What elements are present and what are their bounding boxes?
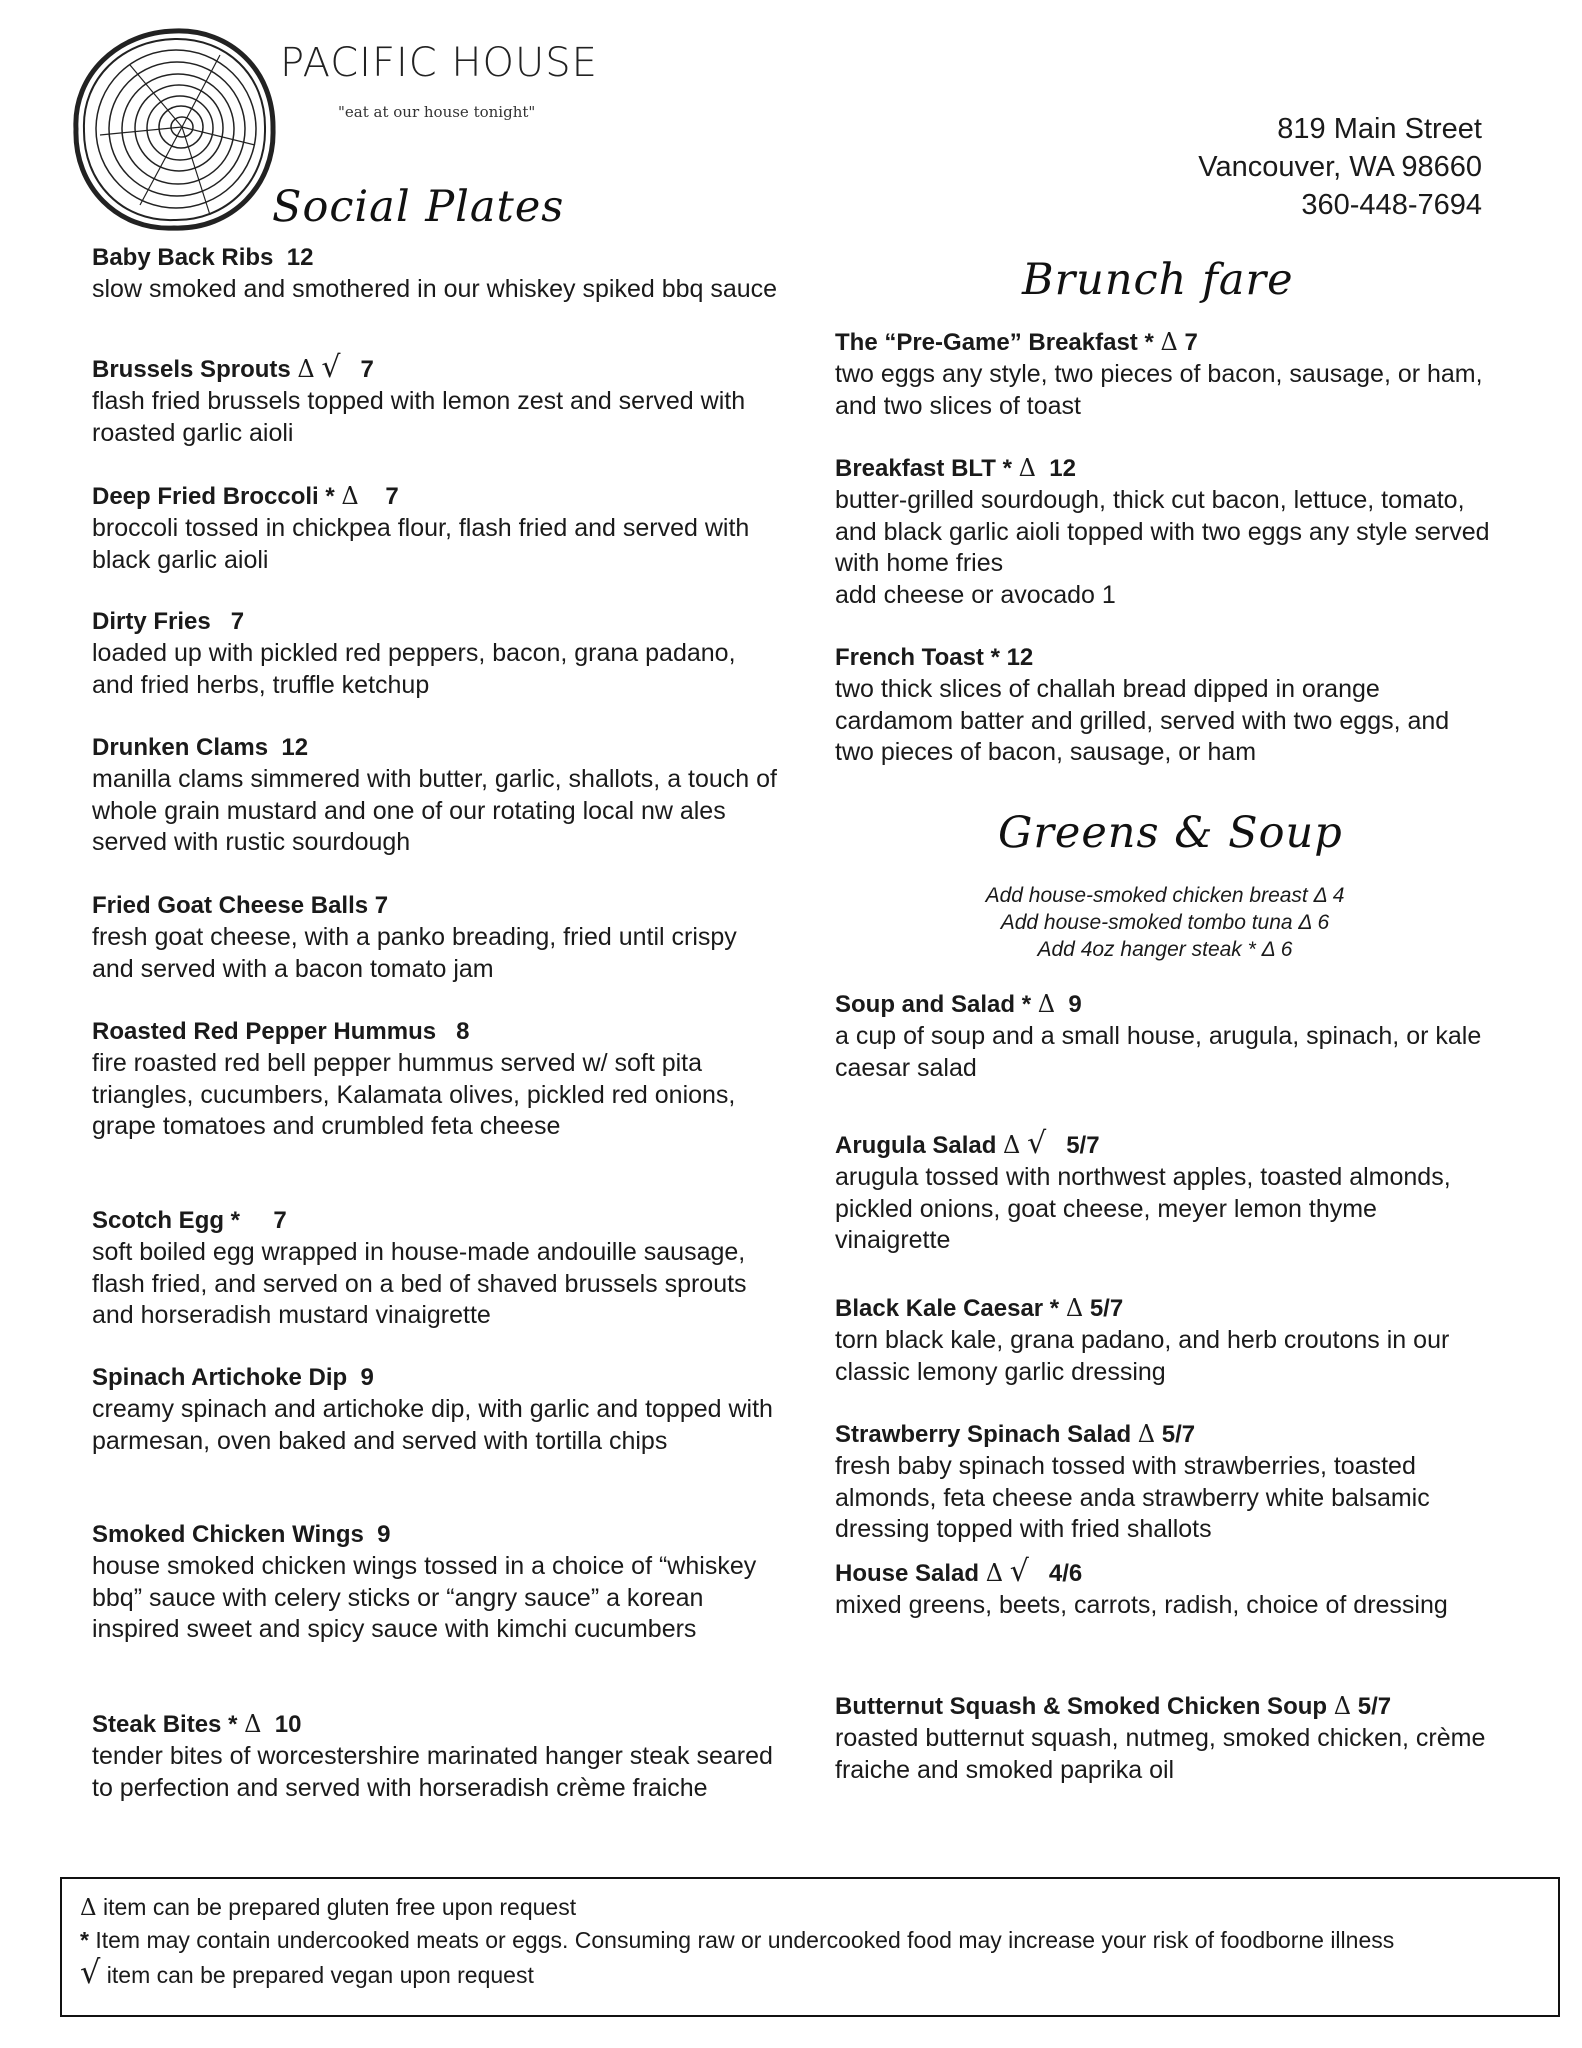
menu-item [92,480,782,576]
item-name: Drunken Clams 12 [92,734,309,761]
item-price: 7 [1177,329,1198,356]
item-desc: loaded up with pickled red peppers, bacon, grana padano, and fried herbs, truffle ketchup [92,639,736,699]
item-desc: soft boiled egg wrapped in house-made andouille sausage, flash fried, and served on a bed of shaved brussels sprouts and horseradish mustard vinaigrette [92,1238,747,1329]
menu-item [835,642,1495,769]
item-desc: two eggs any style, two pieces of bacon, sausage, or ham, and two slices of toast [835,360,1483,420]
gluten-free-icon: Δ [985,1559,1004,1587]
item-desc: broccoli tossed in chickpea flour, flash fried and served with black garlic aioli [92,514,750,574]
gluten-free-icon: Δ [1003,1131,1021,1159]
vegan-icon: √ [1027,1126,1047,1161]
addon-line: Add house-smoked chicken breast Δ 4 [985,884,1345,907]
item-name: Steak Bites * [92,1711,245,1738]
item-price: 5/7 [1046,1132,1100,1159]
menu-item [92,1205,782,1332]
gluten-free-icon: Δ [1160,328,1178,356]
addon-line: Add house-smoked tombo tuna Δ 6 [1000,911,1330,934]
vegan-icon: √ [1009,1554,1029,1589]
address-street: 819 Main Street [1277,113,1482,145]
item-name: House Salad [835,1560,986,1587]
item-price: 10 [261,1711,302,1738]
menu-item [835,988,1495,1084]
menu-item [92,352,782,449]
menu-item [92,1016,782,1143]
menu-item [835,1128,1495,1257]
item-price: 4/6 [1028,1560,1083,1587]
gluten-free-icon: Δ [341,482,359,510]
item-price: 7 [358,483,399,510]
item-name: Butternut Squash & Smoked Chicken Soup [835,1693,1334,1720]
legend-gluten-free [80,1891,1540,1924]
address-block [1198,110,1482,224]
item-desc: butter-grilled sourdough, thick cut bacon, lettuce, tomato, and black garlic aioli topped with two eggs any style served with home fries [835,486,1490,577]
menu-item [835,1556,1495,1622]
legend-text: item can be prepared gluten free upon request [96,1894,577,1920]
item-price: 7 [340,356,374,383]
gluten-free-icon: Δ [1037,990,1056,1018]
menu-item [835,326,1495,422]
address-phone: 360-448-7694 [1301,189,1482,221]
item-desc: roasted butternut squash, nutmeg, smoked chicken, crème fraiche and smoked paprika oil [835,1724,1486,1784]
item-name: Arugula Salad [835,1132,1004,1159]
item-name: Fried Goat Cheese Balls 7 [92,892,389,919]
addon-line: Add 4oz hanger steak * Δ 6 [1037,938,1293,961]
gluten-free-icon: Δ [1065,1294,1084,1322]
asterisk-icon: * [80,1927,89,1953]
item-price: 5/7 [1155,1421,1196,1448]
brand-tagline: "eat at our house tonight" [338,103,536,121]
section-heading-greens: Greens & Soup [998,808,1343,858]
item-extra: add cheese or avocado 1 [835,580,1116,609]
gluten-free-icon: Δ [244,1710,262,1738]
menu-item [92,606,782,701]
vegan-icon: √ [321,350,341,385]
gluten-free-icon: Δ [1333,1692,1352,1720]
menu-item [835,1292,1495,1388]
item-desc: creamy spinach and artichoke dip, with garlic and topped with parmesan, oven baked and served with tortilla chips [92,1395,773,1455]
menu-item [835,1418,1495,1546]
brand-name: PACIFIC HOUSE [280,40,598,86]
item-price: 9 [1055,991,1082,1018]
gluten-free-icon: Δ [80,1895,97,1921]
item-name: Deep Fried Broccoli * [92,483,342,510]
menu-item [92,1362,782,1457]
greens-addons [835,882,1495,963]
item-name: French Toast * 12 [835,644,1034,671]
item-desc: flash fried brussels topped with lemon zest and served with roasted garlic aioli [92,387,746,447]
item-desc: torn black kale, grana padano, and herb croutons in our classic lemony garlic dressing [835,1326,1450,1386]
section-heading-social: Social Plates [272,182,565,232]
menu-item [92,732,782,859]
item-desc: mixed greens, beets, carrots, radish, choice of dressing [835,1591,1448,1619]
address-city: Vancouver, WA 98660 [1198,151,1482,183]
menu-item [92,890,782,985]
item-name: Strawberry Spinach Salad [835,1421,1138,1448]
item-name: Brussels Sprouts [92,356,298,383]
gluten-free-icon: Δ [297,355,315,383]
legend-text: Item may contain undercooked meats or eggs. Consuming raw or undercooked food may increase your risk of foodborne illness [88,1927,1395,1953]
item-name: Roasted Red Pepper Hummus 8 [92,1018,470,1045]
legend-text: item can be prepared vegan upon request [100,1962,534,1988]
tree-rings-icon [70,25,280,235]
item-name: Scotch Egg * 7 [92,1207,287,1234]
gluten-free-icon: Δ [1137,1420,1156,1448]
item-desc: fire roasted red bell pepper hummus served w/ soft pita triangles, cucumbers, Kalamata olives, pickled red onions, grape tomatoes and crumbled feta cheese [92,1049,736,1140]
item-desc: arugula tossed with northwest apples, toasted almonds, pickled onions, goat cheese, meyer lemon thyme vinaigrette [835,1163,1451,1254]
legend-vegan [80,1953,1540,1991]
section-heading-brunch: Brunch fare [1022,255,1294,305]
item-desc: house smoked chicken wings tossed in a choice of “whiskey bbq” sauce with celery sticks or “angry sauce” a korean inspired sweet and spicy sauce with kimchi cucumbers [92,1552,757,1643]
item-desc: two thick slices of challah bread dipped in orange cardamom batter and grilled, served with two eggs, and two pieces of bacon, sausage, or ham [835,675,1450,766]
menu-item [92,1519,782,1646]
item-name: Dirty Fries 7 [92,608,245,635]
menu-item [92,242,782,306]
menu-item [835,1690,1495,1786]
item-price: 12 [1035,455,1076,482]
item-name: Soup and Salad * [835,991,1038,1018]
item-name: The “Pre-Game” Breakfast * [835,329,1161,356]
legend-undercooked [80,1924,1540,1956]
gluten-free-icon: Δ [1018,454,1036,482]
item-name: Baby Back Ribs 12 [92,244,314,271]
item-desc: fresh baby spinach tossed with strawberries, toasted almonds, feta cheese anda strawberry white balsamic dressing topped with fried shallots [835,1452,1430,1543]
item-name: Spinach Artichoke Dip 9 [92,1364,374,1391]
item-name: Smoked Chicken Wings 9 [92,1521,391,1548]
item-desc: fresh goat cheese, with a panko breading, fried until crispy and served with a bacon tomato jam [92,923,737,983]
item-desc: manilla clams simmered with butter, garlic, shallots, a touch of whole grain mustard and one of our rotating local nw ales served with rustic sourdough [92,765,777,856]
item-desc: slow smoked and smothered in our whiskey spiked bbq sauce [92,275,778,303]
item-price: 5/7 [1351,1693,1392,1720]
logo [70,25,280,235]
item-desc: tender bites of worcestershire marinated hanger steak seared to perfection and served with horseradish crème fraiche [92,1742,773,1802]
menu-item [92,1708,782,1804]
menu-item [835,452,1495,611]
item-desc: a cup of soup and a small house, arugula, spinach, or kale caesar salad [835,1022,1482,1082]
legend-box [60,1877,1560,2017]
item-name: Breakfast BLT * [835,455,1019,482]
vegan-icon: √ [80,1953,101,1991]
item-price: 5/7 [1083,1295,1124,1322]
item-name: Black Kale Caesar * [835,1295,1066,1322]
